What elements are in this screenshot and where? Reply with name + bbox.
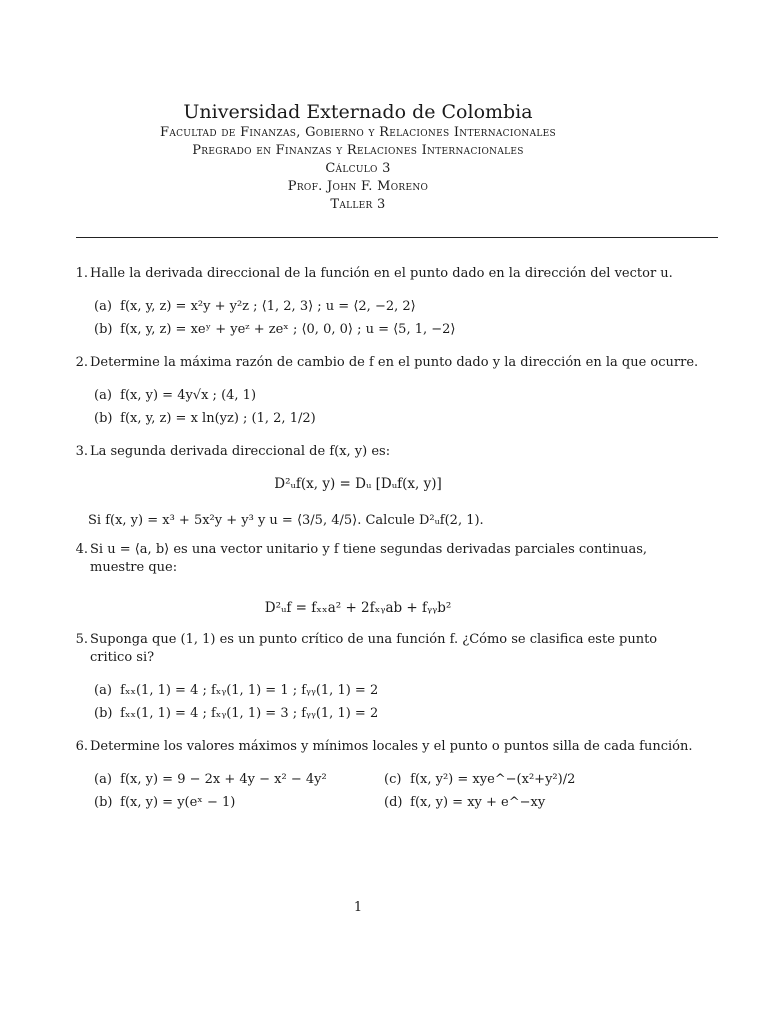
problem-text: La segunda derivada direccional de f(x, y) es: (90, 444, 391, 459)
problem-2-part-b (94, 410, 316, 428)
problem-number: 4. (75, 542, 88, 557)
part-text: f(x, y²) = xye^−(x²+y²)/2 (410, 772, 576, 787)
workshop-line: Taller 3 (330, 197, 386, 212)
problem-number: 3. (75, 444, 88, 459)
problem-text: Suponga que (1, 1) es un punto crítico de una función f. ¿Cómo se clasifica este punto critico si? (90, 632, 658, 665)
part-text: f(x, y, z) = x²y + y²z ; ⟨1, 2, 3⟩ ; u = ⟨2, −2, 2⟩ (120, 299, 416, 314)
part-label: (a) (94, 683, 112, 698)
problem-6-part-a (94, 771, 327, 789)
part-text: fₓₓ(1, 1) = 4 ; fₓᵧ(1, 1) = 3 ; fᵧᵧ(1, 1) = 2 (120, 706, 379, 721)
problem-text: Si u = ⟨a, b⟩ es una vector unitario y f tiene segundas derivadas parciales continuas, muestre que: (90, 542, 648, 575)
problem-5-part-b (94, 705, 378, 723)
problem-6-part-c (384, 771, 575, 789)
program-line: Pregrado en Finanzas y Relaciones Internacionales (192, 143, 524, 158)
part-label: (a) (94, 388, 112, 403)
problem-1-part-a (94, 298, 416, 316)
page-number: 1 (353, 900, 363, 915)
part-text: f(x, y, z) = xeʸ + yeᶻ + zeˣ ; ⟨0, 0, 0⟩ ; u = ⟨5, 1, −2⟩ (120, 322, 456, 337)
part-label: (b) (94, 706, 113, 721)
part-text: f(x, y) = xy + e^−xy (410, 795, 546, 810)
problem-number: 2. (75, 355, 88, 370)
problem-6-part-b (94, 794, 235, 812)
part-text: f(x, y) = 4y√x ; (4, 1) (120, 388, 257, 403)
part-text: f(x, y) = 9 − 2x + 4y − x² − 4y² (120, 772, 327, 787)
problem-3-followup: Si f(x, y) = x³ + 5x²y + y³ y u = ⟨3/5, 4/5⟩. Calcule D²ᵤf(2, 1). (88, 513, 484, 528)
problem-5-part-a (94, 682, 378, 700)
problem-text: Determine la máxima razón de cambio de f en el punto dado y la dirección en la que ocurre. (90, 355, 699, 370)
course-line: Cálculo 3 (325, 161, 391, 176)
problem-number: 6. (75, 739, 88, 754)
problem-6-part-d (384, 794, 545, 812)
part-label: (b) (94, 322, 113, 337)
problem-number: 1. (75, 266, 88, 281)
problem-3-equation: D²ᵤf(x, y) = Dᵤ [Dᵤf(x, y)] (274, 476, 442, 492)
part-label: (b) (94, 795, 113, 810)
problem-4-equation: D²ᵤf = fₓₓa² + 2fₓᵧab + fᵧᵧb² (264, 600, 452, 616)
part-label: (a) (94, 299, 112, 314)
document-header (0, 100, 716, 214)
part-label: (a) (94, 772, 112, 787)
header-divider (76, 237, 718, 238)
problem-text: Halle la derivada direccional de la función en el punto dado en la dirección del vector u. (90, 266, 673, 281)
problem-1-part-b (94, 321, 456, 339)
part-label: (c) (384, 772, 402, 787)
part-text: f(x, y, z) = x ln(yz) ; (1, 2, 1/2) (120, 411, 316, 426)
problem-2-part-a (94, 387, 256, 405)
problem-number: 5. (75, 632, 88, 647)
part-text: fₓₓ(1, 1) = 4 ; fₓᵧ(1, 1) = 1 ; fᵧᵧ(1, 1) = 2 (120, 683, 379, 698)
problem-text: Determine los valores máximos y mínimos locales y el punto o puntos silla de cada función. (90, 739, 693, 754)
part-label: (b) (94, 411, 113, 426)
part-label: (d) (384, 795, 403, 810)
part-text: f(x, y) = y(eˣ − 1) (120, 795, 236, 810)
faculty-line: Facultad de Finanzas, Gobierno y Relaciones Internacionales (160, 125, 556, 140)
professor-line: Prof. John F. Moreno (287, 179, 429, 194)
university-title: Universidad Externado de Colombia (183, 101, 533, 123)
